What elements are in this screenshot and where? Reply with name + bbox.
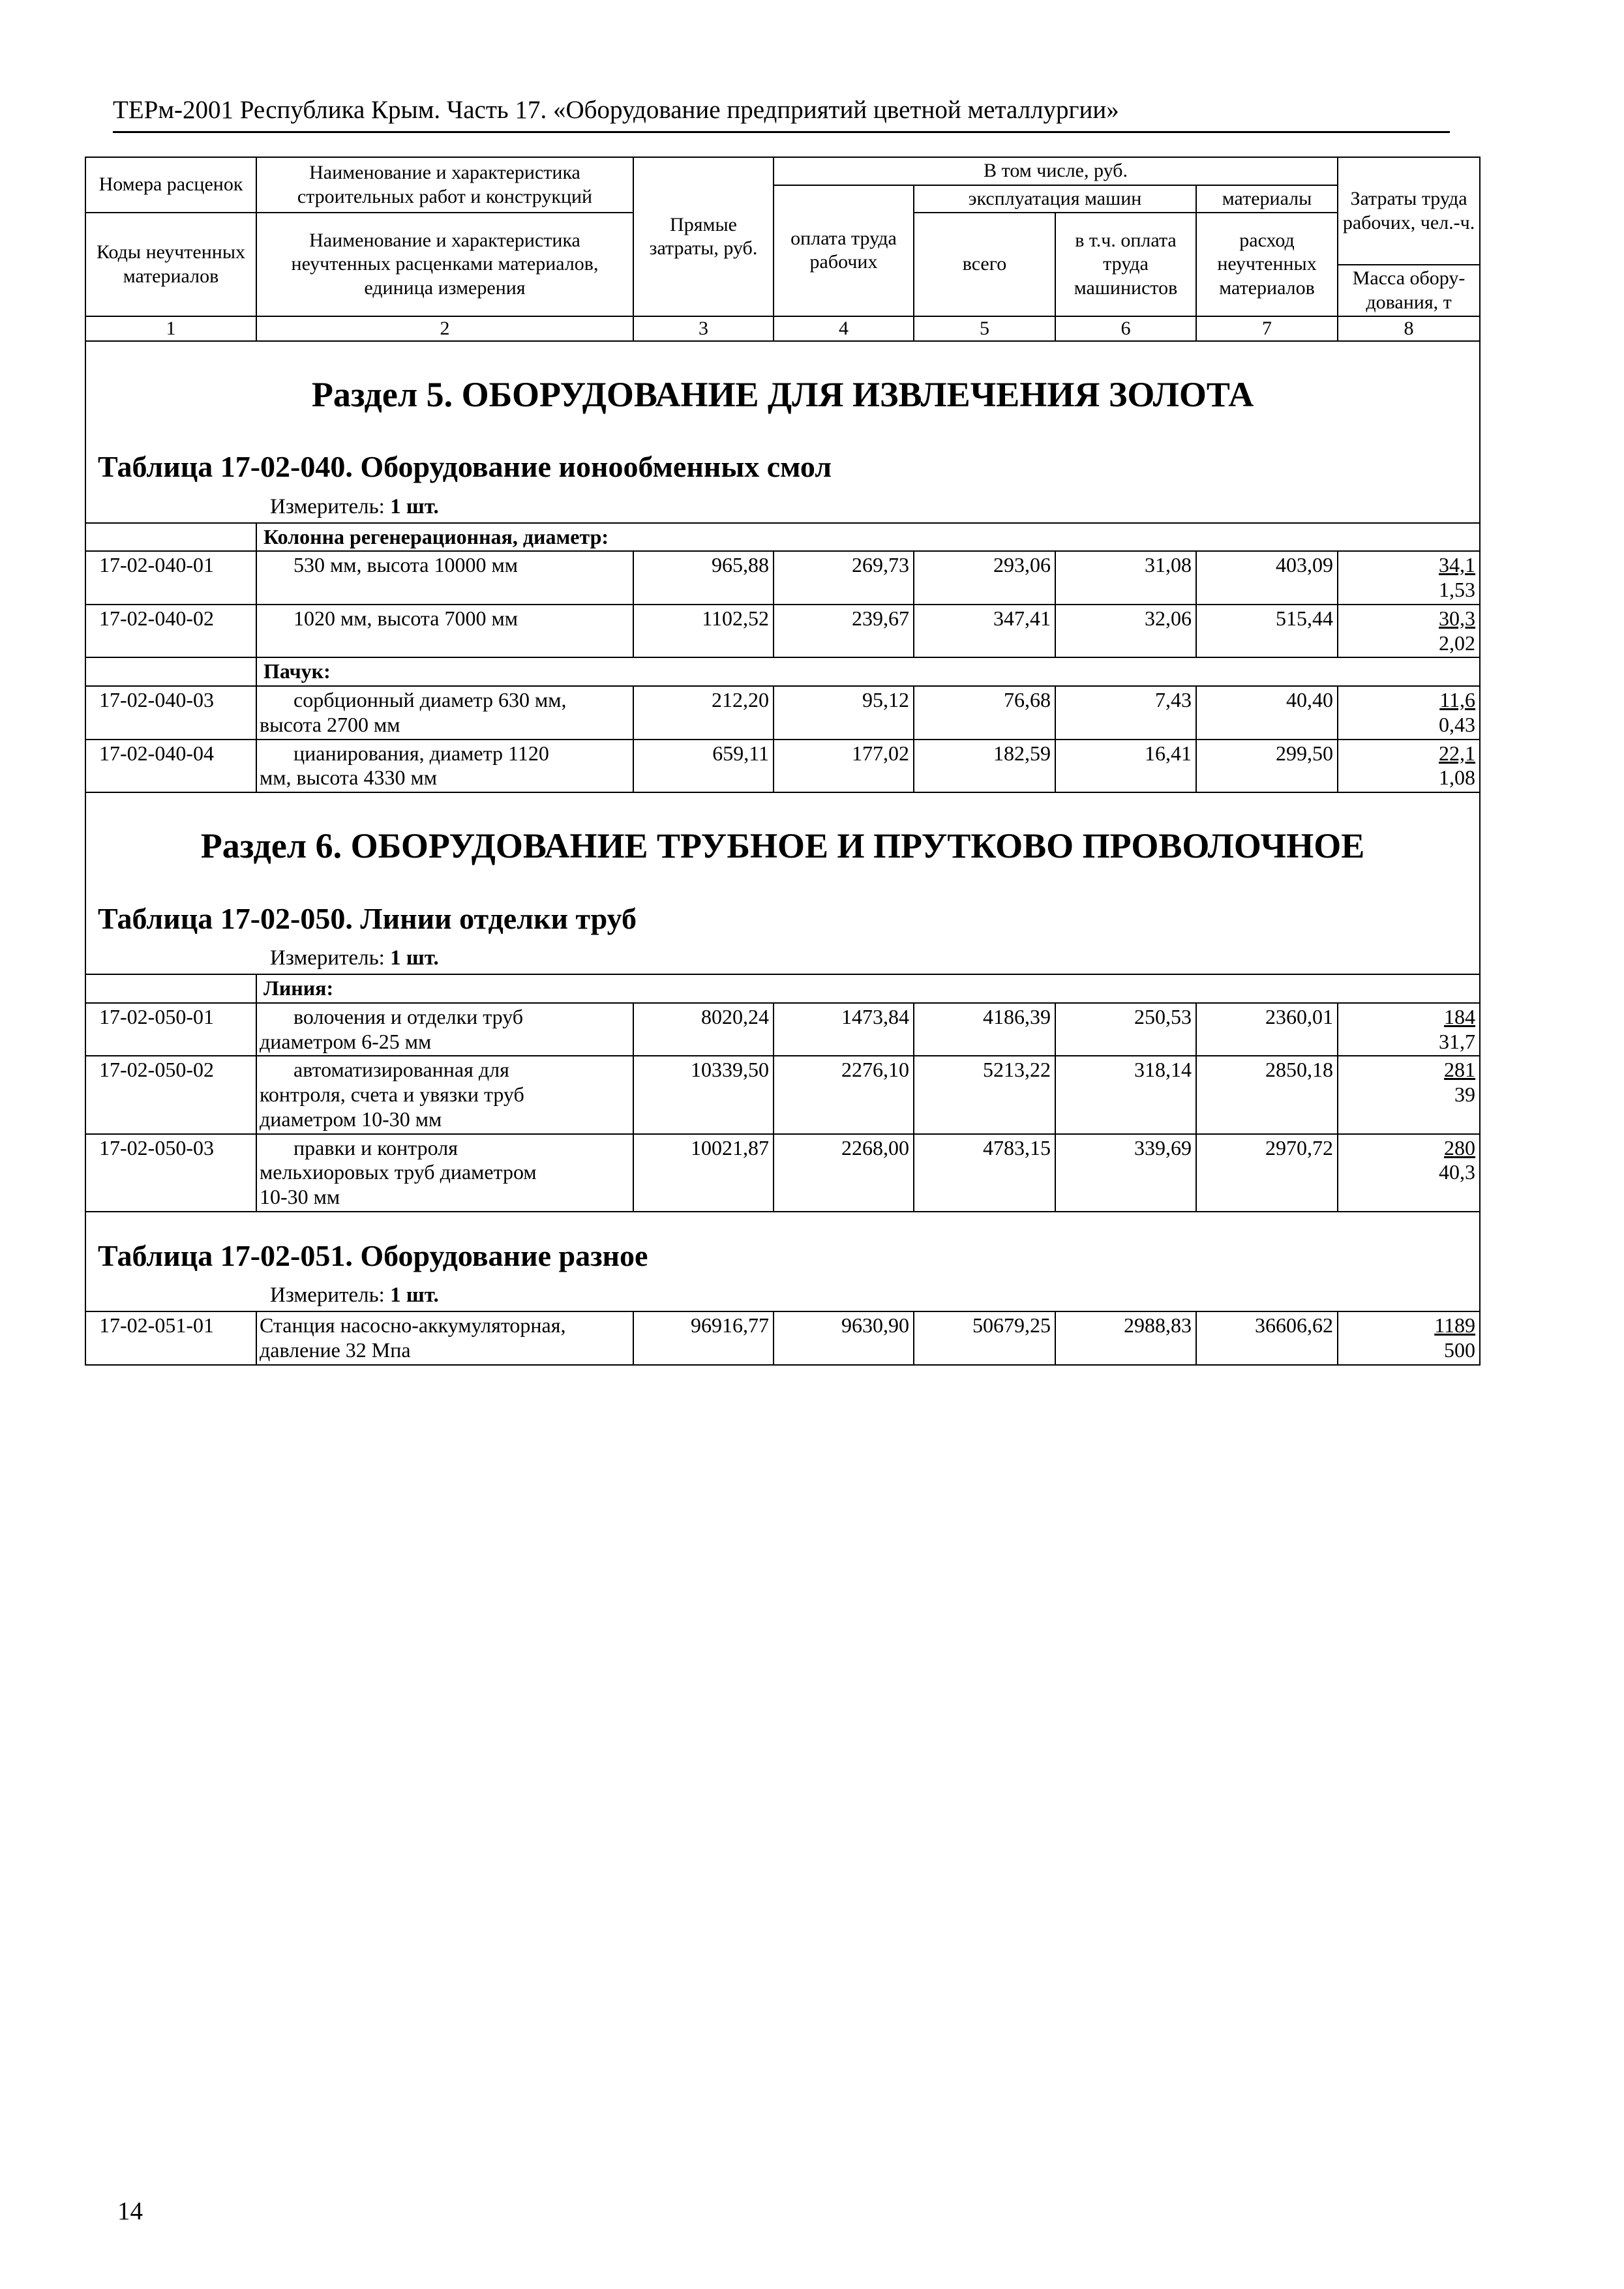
direct-cost: 1102,52 (633, 605, 774, 658)
machine-labor-cost: 318,14 (1055, 1056, 1196, 1133)
col-number: 3 (633, 316, 774, 340)
labor-mass (1338, 605, 1480, 658)
measure-line (85, 1279, 1480, 1311)
material-cost: 2850,18 (1196, 1056, 1338, 1133)
col-number: 8 (1338, 316, 1480, 340)
direct-cost: 96916,77 (633, 1311, 774, 1365)
machine-labor-cost: 32,06 (1055, 605, 1196, 658)
measure-label: Измеритель: (270, 946, 391, 970)
rate-name: цианирования, диаметр 1120 мм, высота 4330 мм (256, 740, 633, 793)
equipment-mass: 2,02 (1439, 631, 1476, 655)
col-number: 4 (774, 316, 914, 340)
labor-mass (1338, 1003, 1480, 1056)
machine-labor-cost: 31,08 (1055, 551, 1196, 605)
page-header: ТЕРм-2001 Республика Крым. Часть 17. «Оборудование предприятий цветной металлургии» (113, 97, 1450, 133)
table-row (85, 605, 1480, 658)
table-row (85, 1311, 1480, 1365)
rate-name: правки и контроля мельхиоровых труб диаметром 10-30 мм (256, 1134, 633, 1212)
col1-header-top: Номера расценок (85, 157, 256, 213)
table-row (85, 686, 1480, 740)
rate-name: Станция насосно-аккумуляторная, давление 32 Мпа (256, 1311, 633, 1365)
labor-mass (1338, 740, 1480, 793)
labor-hours: 34,1 (1439, 553, 1476, 577)
direct-cost: 659,11 (633, 740, 774, 793)
group-heading: Колонна регенерационная, диаметр: (256, 523, 1480, 552)
col4-header: оплата труда рабочих (774, 185, 914, 317)
equipment-mass: 1,53 (1439, 578, 1476, 602)
material-cost: 515,44 (1196, 605, 1338, 658)
col2-header-bottom: Наименование и характеристика неучтенных расценками материалов, единица измерения (256, 213, 633, 316)
rate-code: 17-02-050-01 (85, 1003, 256, 1056)
equipment-mass: 500 (1444, 1338, 1476, 1362)
measure-label: Измеритель: (270, 1283, 391, 1308)
measure-value: 1 шт. (390, 494, 439, 518)
labor-cost: 1473,84 (774, 1003, 914, 1056)
direct-cost: 10339,50 (633, 1056, 774, 1133)
measure-line (85, 490, 1480, 523)
labor-mass (1338, 686, 1480, 740)
page-number: 14 (117, 2197, 143, 2225)
col5-header: всего (914, 213, 1055, 316)
measure-line (85, 942, 1480, 974)
group-heading: Линия: (256, 974, 1480, 1003)
group-heading: Пачук: (256, 657, 1480, 686)
col1-header-bottom: Коды неучтенных материалов (85, 213, 256, 316)
rate-code: 17-02-051-01 (85, 1311, 256, 1365)
machine-cost: 76,68 (914, 686, 1055, 740)
labor-mass (1338, 1311, 1480, 1365)
col-number: 7 (1196, 316, 1338, 340)
section-title: Раздел 6. ОБОРУДОВАНИЕ ТРУБНОЕ И ПРУТКОВО ПРОВОЛОЧНОЕ (85, 792, 1480, 887)
labor-cost: 239,67 (774, 605, 914, 658)
rate-name: 530 мм, высота 10000 мм (256, 551, 633, 605)
material-cost: 40,40 (1196, 686, 1338, 740)
machine-cost: 5213,22 (914, 1056, 1055, 1133)
rate-code: 17-02-040-02 (85, 605, 256, 658)
machine-cost: 4186,39 (914, 1003, 1055, 1056)
labor-cost: 95,12 (774, 686, 914, 740)
material-cost: 299,50 (1196, 740, 1338, 793)
table-row (85, 740, 1480, 793)
machine-cost: 4783,15 (914, 1134, 1055, 1212)
table-title: Таблица 17-02-051. Оборудование разное (85, 1212, 1480, 1279)
direct-cost: 212,20 (633, 686, 774, 740)
equipment-mass: 0,43 (1439, 712, 1476, 736)
rate-code: 17-02-050-03 (85, 1134, 256, 1212)
labor-mass (1338, 1056, 1480, 1133)
labor-cost: 2276,10 (774, 1056, 914, 1133)
machine-cost: 50679,25 (914, 1311, 1055, 1365)
labor-cost: 9630,90 (774, 1311, 914, 1365)
labor-hours: 281 (1444, 1058, 1476, 1082)
table-row (85, 551, 1480, 605)
incl-header: В том числе, руб. (774, 157, 1338, 185)
col8-header-top: Затраты труда рабочих, чел.-ч. (1338, 157, 1480, 265)
material-cost: 36606,62 (1196, 1311, 1338, 1365)
rate-code: 17-02-040-04 (85, 740, 256, 793)
direct-cost: 8020,24 (633, 1003, 774, 1056)
machine-labor-cost: 7,43 (1055, 686, 1196, 740)
labor-hours: 22,1 (1439, 741, 1476, 765)
col-number: 5 (914, 316, 1055, 340)
col2-header-top: Наименование и характеристика строительных работ и конструкций (256, 157, 633, 213)
equipment-mass: 31,7 (1439, 1029, 1476, 1053)
machine-labor-cost: 339,69 (1055, 1134, 1196, 1212)
equipment-mass: 39 (1454, 1083, 1476, 1107)
labor-cost: 269,73 (774, 551, 914, 605)
col-number: 6 (1055, 316, 1196, 340)
labor-hours: 184 (1444, 1004, 1476, 1028)
labor-cost: 2268,00 (774, 1134, 914, 1212)
col6-header: в т.ч. оплата труда машинистов (1055, 213, 1196, 316)
measure-value: 1 шт. (390, 1283, 439, 1308)
measure-label: Измеритель: (270, 494, 391, 518)
labor-hours: 11,6 (1439, 688, 1476, 712)
machines-header: эксплуатация машин (914, 185, 1196, 213)
direct-cost: 10021,87 (633, 1134, 774, 1212)
rate-name: автоматизированная для контроля, счета и увязки труб диаметром 10-30 мм (256, 1056, 633, 1133)
material-cost: 403,09 (1196, 551, 1338, 605)
material-cost: 2360,01 (1196, 1003, 1338, 1056)
machine-cost: 182,59 (914, 740, 1055, 793)
machine-labor-cost: 16,41 (1055, 740, 1196, 793)
labor-hours: 280 (1444, 1135, 1476, 1159)
direct-cost: 965,88 (633, 551, 774, 605)
rate-code: 17-02-040-03 (85, 686, 256, 740)
labor-mass (1338, 1134, 1480, 1212)
materials-header: материалы (1196, 185, 1338, 213)
machine-cost: 293,06 (914, 551, 1055, 605)
col7-header: расход неучтенных материалов (1196, 213, 1338, 316)
measure-value: 1 шт. (390, 946, 439, 970)
table-title: Таблица 17-02-040. Оборудование ионообменных смол (85, 435, 1480, 490)
labor-mass (1338, 551, 1480, 605)
machine-cost: 347,41 (914, 605, 1055, 658)
labor-hours: 1189 (1434, 1313, 1476, 1338)
rate-code: 17-02-040-01 (85, 551, 256, 605)
table-row (85, 1003, 1480, 1056)
rate-name: волочения и отделки труб диаметром 6-25 мм (256, 1003, 633, 1056)
equipment-mass: 1,08 (1439, 766, 1476, 790)
table-title: Таблица 17-02-050. Линии отделки труб (85, 887, 1480, 942)
machine-labor-cost: 2988,83 (1055, 1311, 1196, 1365)
machine-labor-cost: 250,53 (1055, 1003, 1196, 1056)
col-number: 2 (256, 316, 633, 340)
rate-code: 17-02-050-02 (85, 1056, 256, 1133)
table-row (85, 1056, 1480, 1133)
col8-header-bottom: Масса обору-дования, т (1338, 265, 1480, 316)
rate-name: 1020 мм, высота 7000 мм (256, 605, 633, 658)
labor-cost: 177,02 (774, 740, 914, 793)
section-title: Раздел 5. ОБОРУДОВАНИЕ ДЛЯ ИЗВЛЕЧЕНИЯ ЗОЛОТА (85, 341, 1480, 436)
price-table (85, 157, 1481, 1366)
rate-name: сорбционный диаметр 630 мм, высота 2700 мм (256, 686, 633, 740)
table-row (85, 1134, 1480, 1212)
equipment-mass: 40,3 (1439, 1160, 1476, 1184)
material-cost: 2970,72 (1196, 1134, 1338, 1212)
col3-header: Прямые затраты, руб. (633, 157, 774, 316)
col-number: 1 (85, 316, 256, 340)
labor-hours: 30,3 (1439, 606, 1476, 630)
